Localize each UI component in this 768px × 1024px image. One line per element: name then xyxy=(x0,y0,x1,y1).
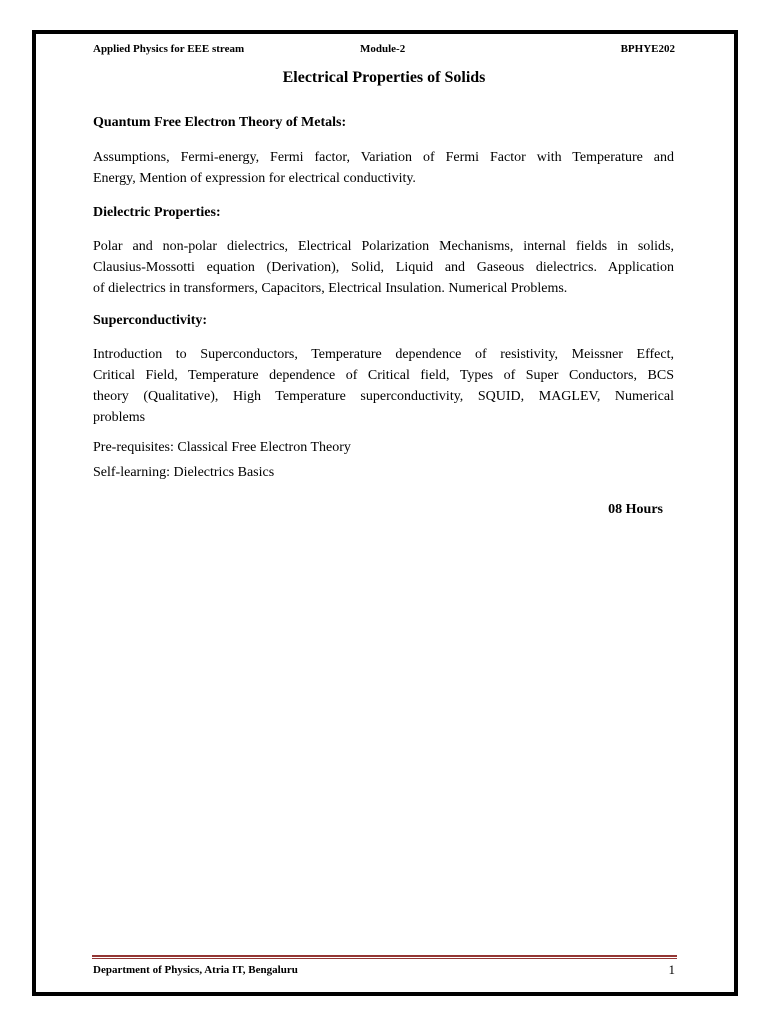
page-number: 1 xyxy=(668,962,675,977)
body-line: of dielectrics in transformers, Capacitors, Electrical Insulation. Numerical Problems. xyxy=(93,281,568,296)
section-heading-dielectric: Dielectric Properties: xyxy=(93,205,221,220)
body-line: Polar and non-polar dielectrics, Electrical Polarization Mechanisms, internal fields in solids, xyxy=(93,239,674,254)
header-course-code: BPHYE202 xyxy=(620,43,675,55)
header-module: Module-2 xyxy=(360,43,406,55)
header-course-name: Applied Physics for EEE stream xyxy=(93,43,245,55)
page-title: Electrical Properties of Solids xyxy=(282,69,486,86)
body-line: problems xyxy=(93,410,146,425)
footer-divider xyxy=(92,955,677,957)
section-body-quantum xyxy=(93,147,674,189)
section-body-superconductivity xyxy=(93,344,674,428)
section-heading-quantum: Quantum Free Electron Theory of Metals: xyxy=(93,115,347,130)
self-learning-text: Self-learning: Dielectrics Basics xyxy=(93,465,275,480)
body-line: Assumptions, Fermi-energy, Fermi factor, Variation of Fermi Factor with Temperature and xyxy=(93,150,674,165)
body-line: Energy, Mention of expression for electrical conductivity. xyxy=(93,171,416,186)
section-heading-superconductivity: Superconductivity: xyxy=(93,313,208,328)
body-line: Clausius-Mossotti equation (Derivation), Solid, Liquid and Gaseous dielectrics. Application xyxy=(93,260,674,275)
footer-department: Department of Physics, Atria IT, Bengaluru xyxy=(93,964,298,976)
page-header xyxy=(93,43,675,57)
section-body-dielectric xyxy=(93,236,674,299)
body-line: Introduction to Superconductors, Temperature dependence of resistivity, Meissner Effect, xyxy=(93,347,674,362)
body-line: Critical Field, Temperature dependence of Critical field, Types of Super Conductors, BCS xyxy=(93,368,674,383)
footer-divider-thin xyxy=(92,958,677,959)
prerequisites-text: Pre-requisites: Classical Free Electron Theory xyxy=(93,440,351,455)
hours-label: 08 Hours xyxy=(608,502,663,517)
body-line: theory (Qualitative), High Temperature superconductivity, SQUID, MAGLEV, Numerical xyxy=(93,389,674,404)
